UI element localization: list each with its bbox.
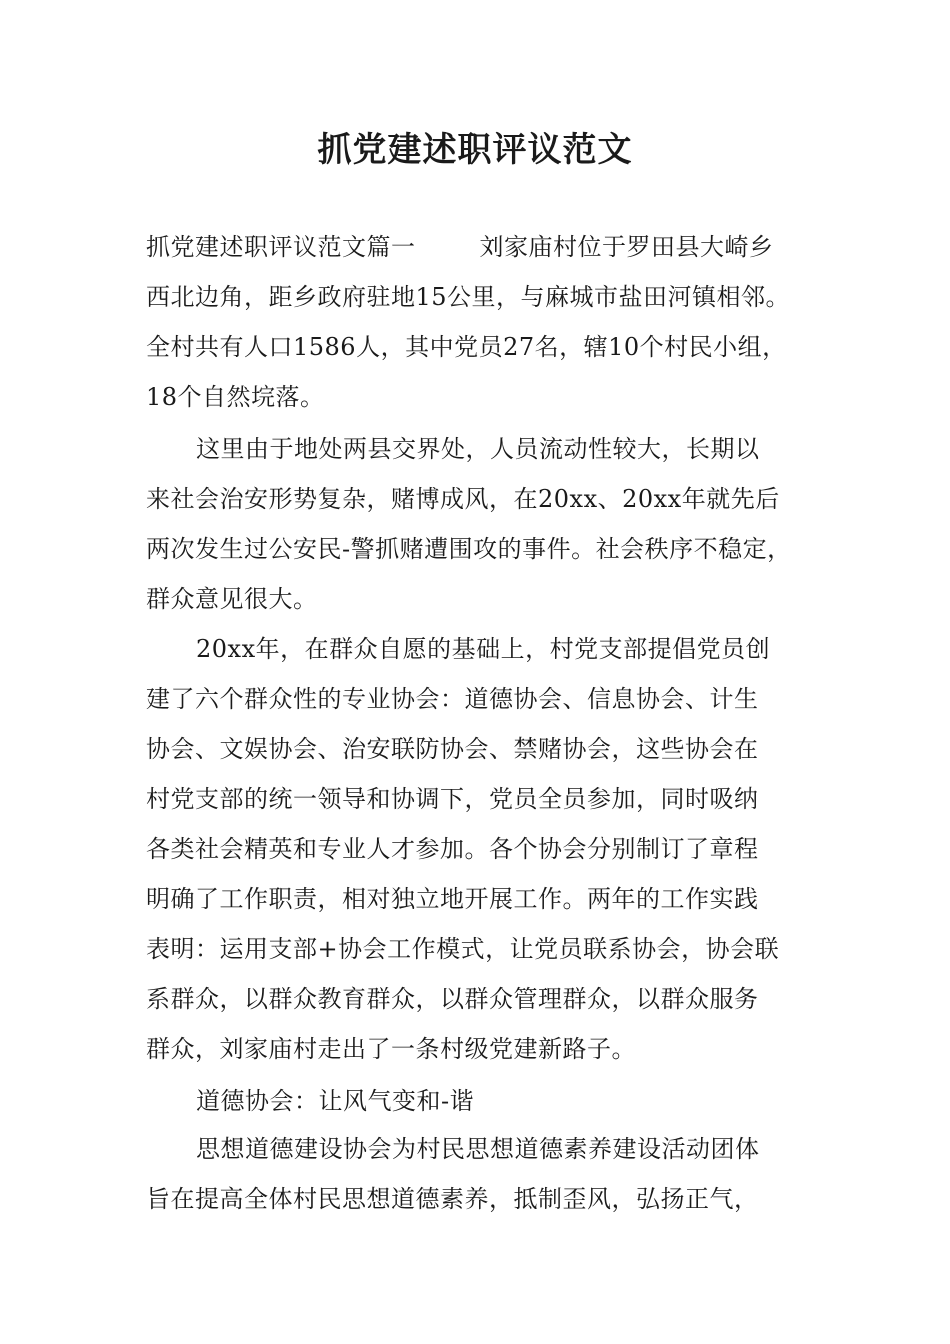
subsection-heading: 道德协会：让风气变和-谐 — [196, 1087, 475, 1115]
paragraph-4 — [146, 1076, 826, 1126]
paragraph-line: 思想道德建设协会为村民思想道德素养建设活动团体 — [196, 1135, 760, 1163]
paragraph-line: 村党支部的统一领导和协调下，党员全员参加，同时吸纳 — [146, 785, 759, 813]
paragraph-line: 建了六个群众性的专业协会：道德协会、信息协会、计生 — [146, 685, 759, 713]
paragraph-5 — [146, 1124, 826, 1224]
paragraph-line: 西北边角，距乡政府驻地15公里，与麻城市盐田河镇相邻。 — [146, 283, 791, 311]
section-heading: 抓党建述职评议范文篇一 — [146, 233, 416, 261]
paragraph-line — [146, 222, 826, 272]
paragraph-line: 两次发生过公安民-警抓赌遭围攻的事件。社会秩序不稳定， — [146, 535, 792, 563]
paragraph-text: 刘家庙村位于罗田县大崎乡 — [479, 233, 774, 261]
paragraph-line: 群众，刘家庙村走出了一条村级党建新路子。 — [146, 1035, 636, 1063]
paragraph-line: 来社会治安形势复杂，赌博成风，在20xx、20xx年就先后 — [146, 485, 780, 513]
paragraph-line: 各类社会精英和专业人才参加。各个协会分别制订了章程 — [146, 835, 759, 863]
paragraph-3 — [146, 624, 826, 1074]
paragraph-line: 这里由于地处两县交界处，人员流动性较大，长期以 — [196, 435, 760, 463]
paragraph-2 — [146, 424, 826, 624]
document-title: 抓党建述职评议范文 — [317, 130, 633, 170]
paragraph-line: 系群众，以群众教育群众，以群众管理群众，以群众服务 — [146, 985, 759, 1013]
paragraph-line: 群众意见很大。 — [146, 585, 318, 613]
paragraph-line: 20xx年，在群众自愿的基础上，村党支部提倡党员创 — [196, 635, 771, 663]
paragraph-line: 18个自然垸落。 — [146, 383, 325, 411]
paragraph-line: 明确了工作职责，相对独立地开展工作。两年的工作实践 — [146, 885, 759, 913]
paragraph-line: 全村共有人口1586人，其中党员27名，辖10个村民小组， — [146, 333, 787, 361]
paragraph-line: 旨在提高全体村民思想道德素养，抵制歪风，弘扬正气， — [146, 1185, 759, 1213]
paragraph-line: 表明：运用支部+协会工作模式，让党员联系协会，协会联 — [146, 935, 780, 963]
paragraph-1 — [146, 222, 826, 422]
paragraph-line: 协会、文娱协会、治安联防协会、禁赌协会，这些协会在 — [146, 735, 759, 763]
